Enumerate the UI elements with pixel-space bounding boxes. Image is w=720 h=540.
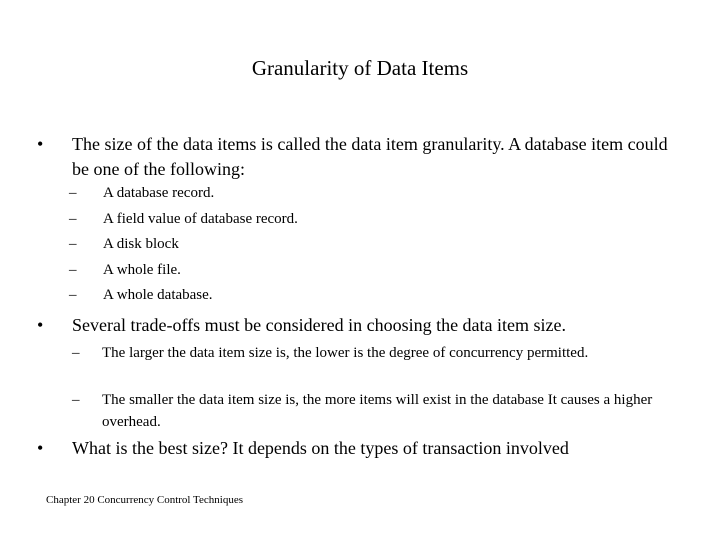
bullet-dot-icon: • — [37, 438, 44, 458]
bullet-item-3 — [37, 436, 677, 461]
sub-item-text: The larger the data item size is, the lower is the degree of concurrency permitted. — [102, 345, 589, 361]
sub-item — [72, 342, 662, 364]
sub-item — [69, 181, 214, 207]
slide-footer: Chapter 20 Concurrency Control Techniques — [46, 494, 243, 506]
dash-icon: – — [69, 236, 77, 252]
bullet-text: Several trade-offs must be considered in choosing the data item size. — [72, 315, 567, 335]
sub-item-text: The smaller the data item size is, the more items will exist in the database It causes a higher overhead. — [102, 392, 653, 430]
sub-item-text: A disk block — [103, 236, 179, 252]
sub-item — [69, 207, 298, 233]
sub-item-text: A database record. — [103, 185, 215, 201]
sub-item-text: A field value of database record. — [103, 210, 298, 227]
sub-item — [72, 389, 662, 433]
dash-icon: – — [69, 185, 77, 201]
sub-item-text: A whole file. — [103, 261, 181, 278]
dash-icon: – — [69, 210, 77, 227]
sub-item — [69, 258, 181, 284]
bullet-dot-icon: • — [37, 134, 44, 154]
bullet-item-2 — [37, 313, 677, 338]
sub-item — [69, 283, 213, 309]
sub-item-text: A whole database. — [103, 287, 213, 303]
bullet-text: What is the best size? It depends on the types of transaction involved — [72, 438, 569, 458]
dash-icon: – — [69, 287, 77, 303]
dash-icon: – — [72, 392, 80, 408]
dash-icon: – — [69, 261, 77, 278]
dash-icon: – — [72, 345, 80, 361]
bullet-text: The size of the data items is called the data item granularity. A database item could be one of the following: — [72, 134, 668, 179]
sub-item — [69, 232, 179, 258]
bullet-dot-icon: • — [37, 315, 44, 335]
slide-title: Granularity of Data Items — [251, 56, 469, 80]
bullet-item-1 — [37, 132, 677, 182]
